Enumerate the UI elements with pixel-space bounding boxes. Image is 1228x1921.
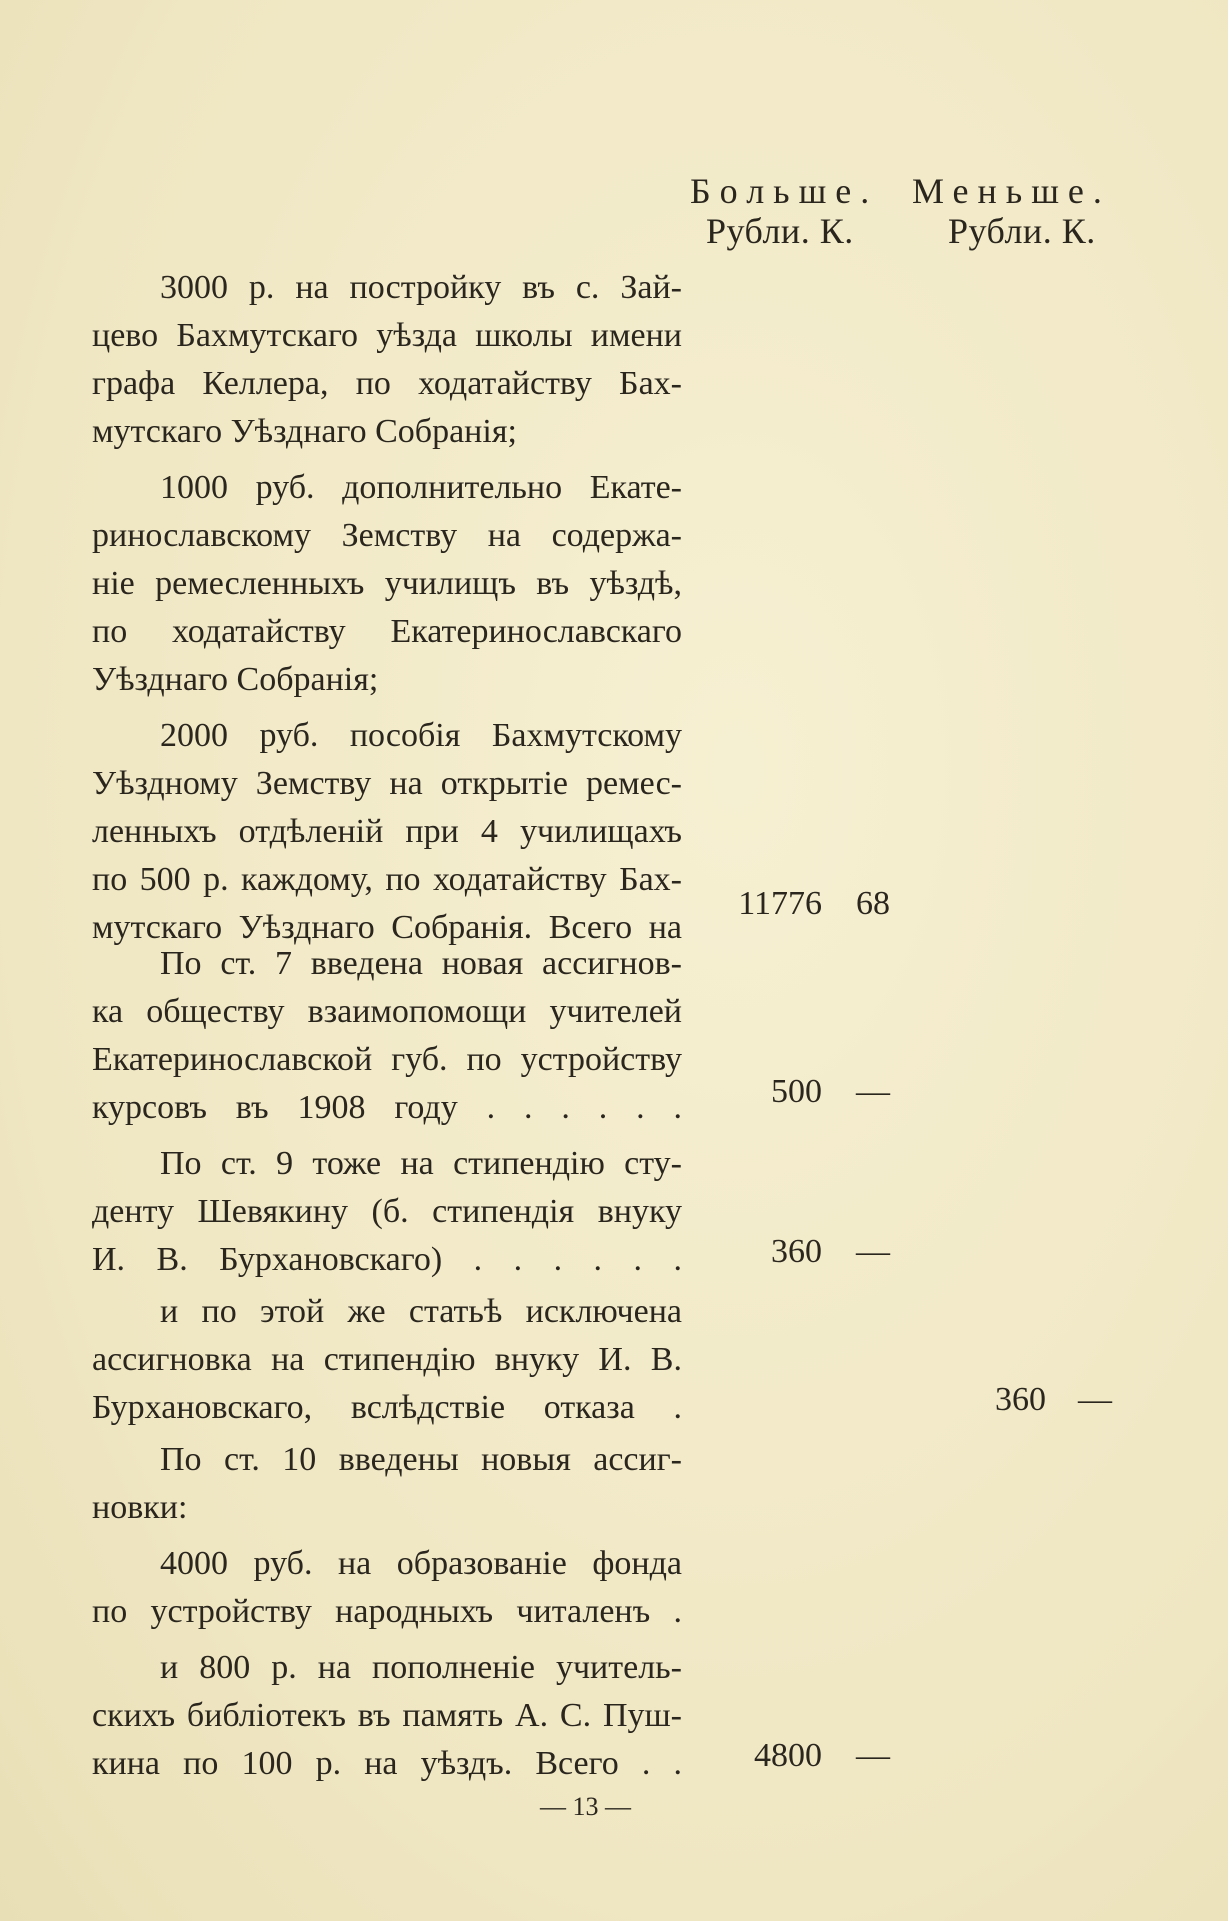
text-line: и по этой же статьѣ исключена xyxy=(160,1293,682,1330)
text-line: ка обществу взаимопомощи учителей xyxy=(92,993,682,1030)
text-line: курсовъ въ 1908 году . . . . . . xyxy=(92,1089,682,1126)
amount-more-rubles: 4800 xyxy=(754,1737,822,1774)
amount-less-kopecks: — xyxy=(1078,1381,1112,1418)
text-line: ринославскому Земству на содержа- xyxy=(92,517,682,554)
amount-more-kopecks: 68 xyxy=(856,885,890,922)
text-line: по устройству народныхъ читаленъ . xyxy=(92,1593,682,1630)
text-line: 2000 руб. пособія Бахмутскому xyxy=(160,717,682,754)
text-line: мутскаго Уѣзднаго Собранія; xyxy=(92,413,517,450)
header-more-units: Рубли. К. xyxy=(706,211,854,251)
text-line: мутскаго Уѣзднаго Собранія. Всего на xyxy=(92,909,682,946)
text-line: 4000 руб. на образованіе фонда xyxy=(160,1545,682,1582)
amount-more-rubles: 500 xyxy=(771,1073,822,1110)
header-less-units: Рубли. К. xyxy=(948,211,1096,251)
text-line: графа Келлера, по ходатайству Бах- xyxy=(92,365,682,402)
amount-more-rubles: 11776 xyxy=(738,885,822,922)
amount-less-rubles: 360 xyxy=(995,1381,1046,1418)
header-more: Больше. xyxy=(690,171,879,211)
text-line: Бурхановскаго, вслѣдствіе отказа . xyxy=(92,1389,682,1426)
text-line: 1000 руб. дополнительно Екате- xyxy=(160,469,682,506)
text-line: Уѣзднаго Собранія; xyxy=(92,661,379,698)
text-line: кина по 100 р. на уѣздъ. Всего . . xyxy=(92,1745,682,1782)
text-line: Уѣздному Земству на открытіе ремес- xyxy=(92,765,682,802)
text-line: По ст. 9 тоже на стипендію сту- xyxy=(160,1145,682,1182)
text-line: ленныхъ отдѣленій при 4 училищахъ xyxy=(92,813,682,850)
text-line: по ходатайству Екатеринославскаго xyxy=(92,613,682,650)
amount-more-rubles: 360 xyxy=(771,1233,822,1270)
text-line: новки: xyxy=(92,1489,188,1526)
amount-more-kopecks: — xyxy=(856,1737,890,1774)
text-line: по 500 р. каждому, по ходатайству Бах- xyxy=(92,861,682,898)
text-line: цево Бахмутскаго уѣзда школы имени xyxy=(92,317,682,354)
text-line: денту Шевякину (б. стипендія внуку xyxy=(92,1193,682,1230)
text-line: 3000 р. на постройку въ с. Зай- xyxy=(160,269,682,306)
text-line: и 800 р. на пополненіе учитель- xyxy=(160,1649,682,1686)
text-line: Екатеринославской губ. по устройству xyxy=(92,1041,682,1078)
text-line: И. В. Бурхановскаго) . . . . . . xyxy=(92,1241,682,1278)
text-line: ніе ремесленныхъ училищъ въ уѣздѣ, xyxy=(92,565,682,602)
header-less: Меньше. xyxy=(912,171,1111,211)
text-line: ассигновка на стипендію внуку И. В. xyxy=(92,1341,682,1378)
text-line: По ст. 7 введена новая ассигнов- xyxy=(160,945,682,982)
text-line: По ст. 10 введены новыя ассиг- xyxy=(160,1441,682,1478)
text-line: скихъ библіотекъ въ память А. С. Пуш- xyxy=(92,1697,682,1734)
amount-more-kopecks: — xyxy=(856,1073,890,1110)
page-number: — 13 — xyxy=(540,1792,631,1821)
amount-more-kopecks: — xyxy=(856,1233,890,1270)
